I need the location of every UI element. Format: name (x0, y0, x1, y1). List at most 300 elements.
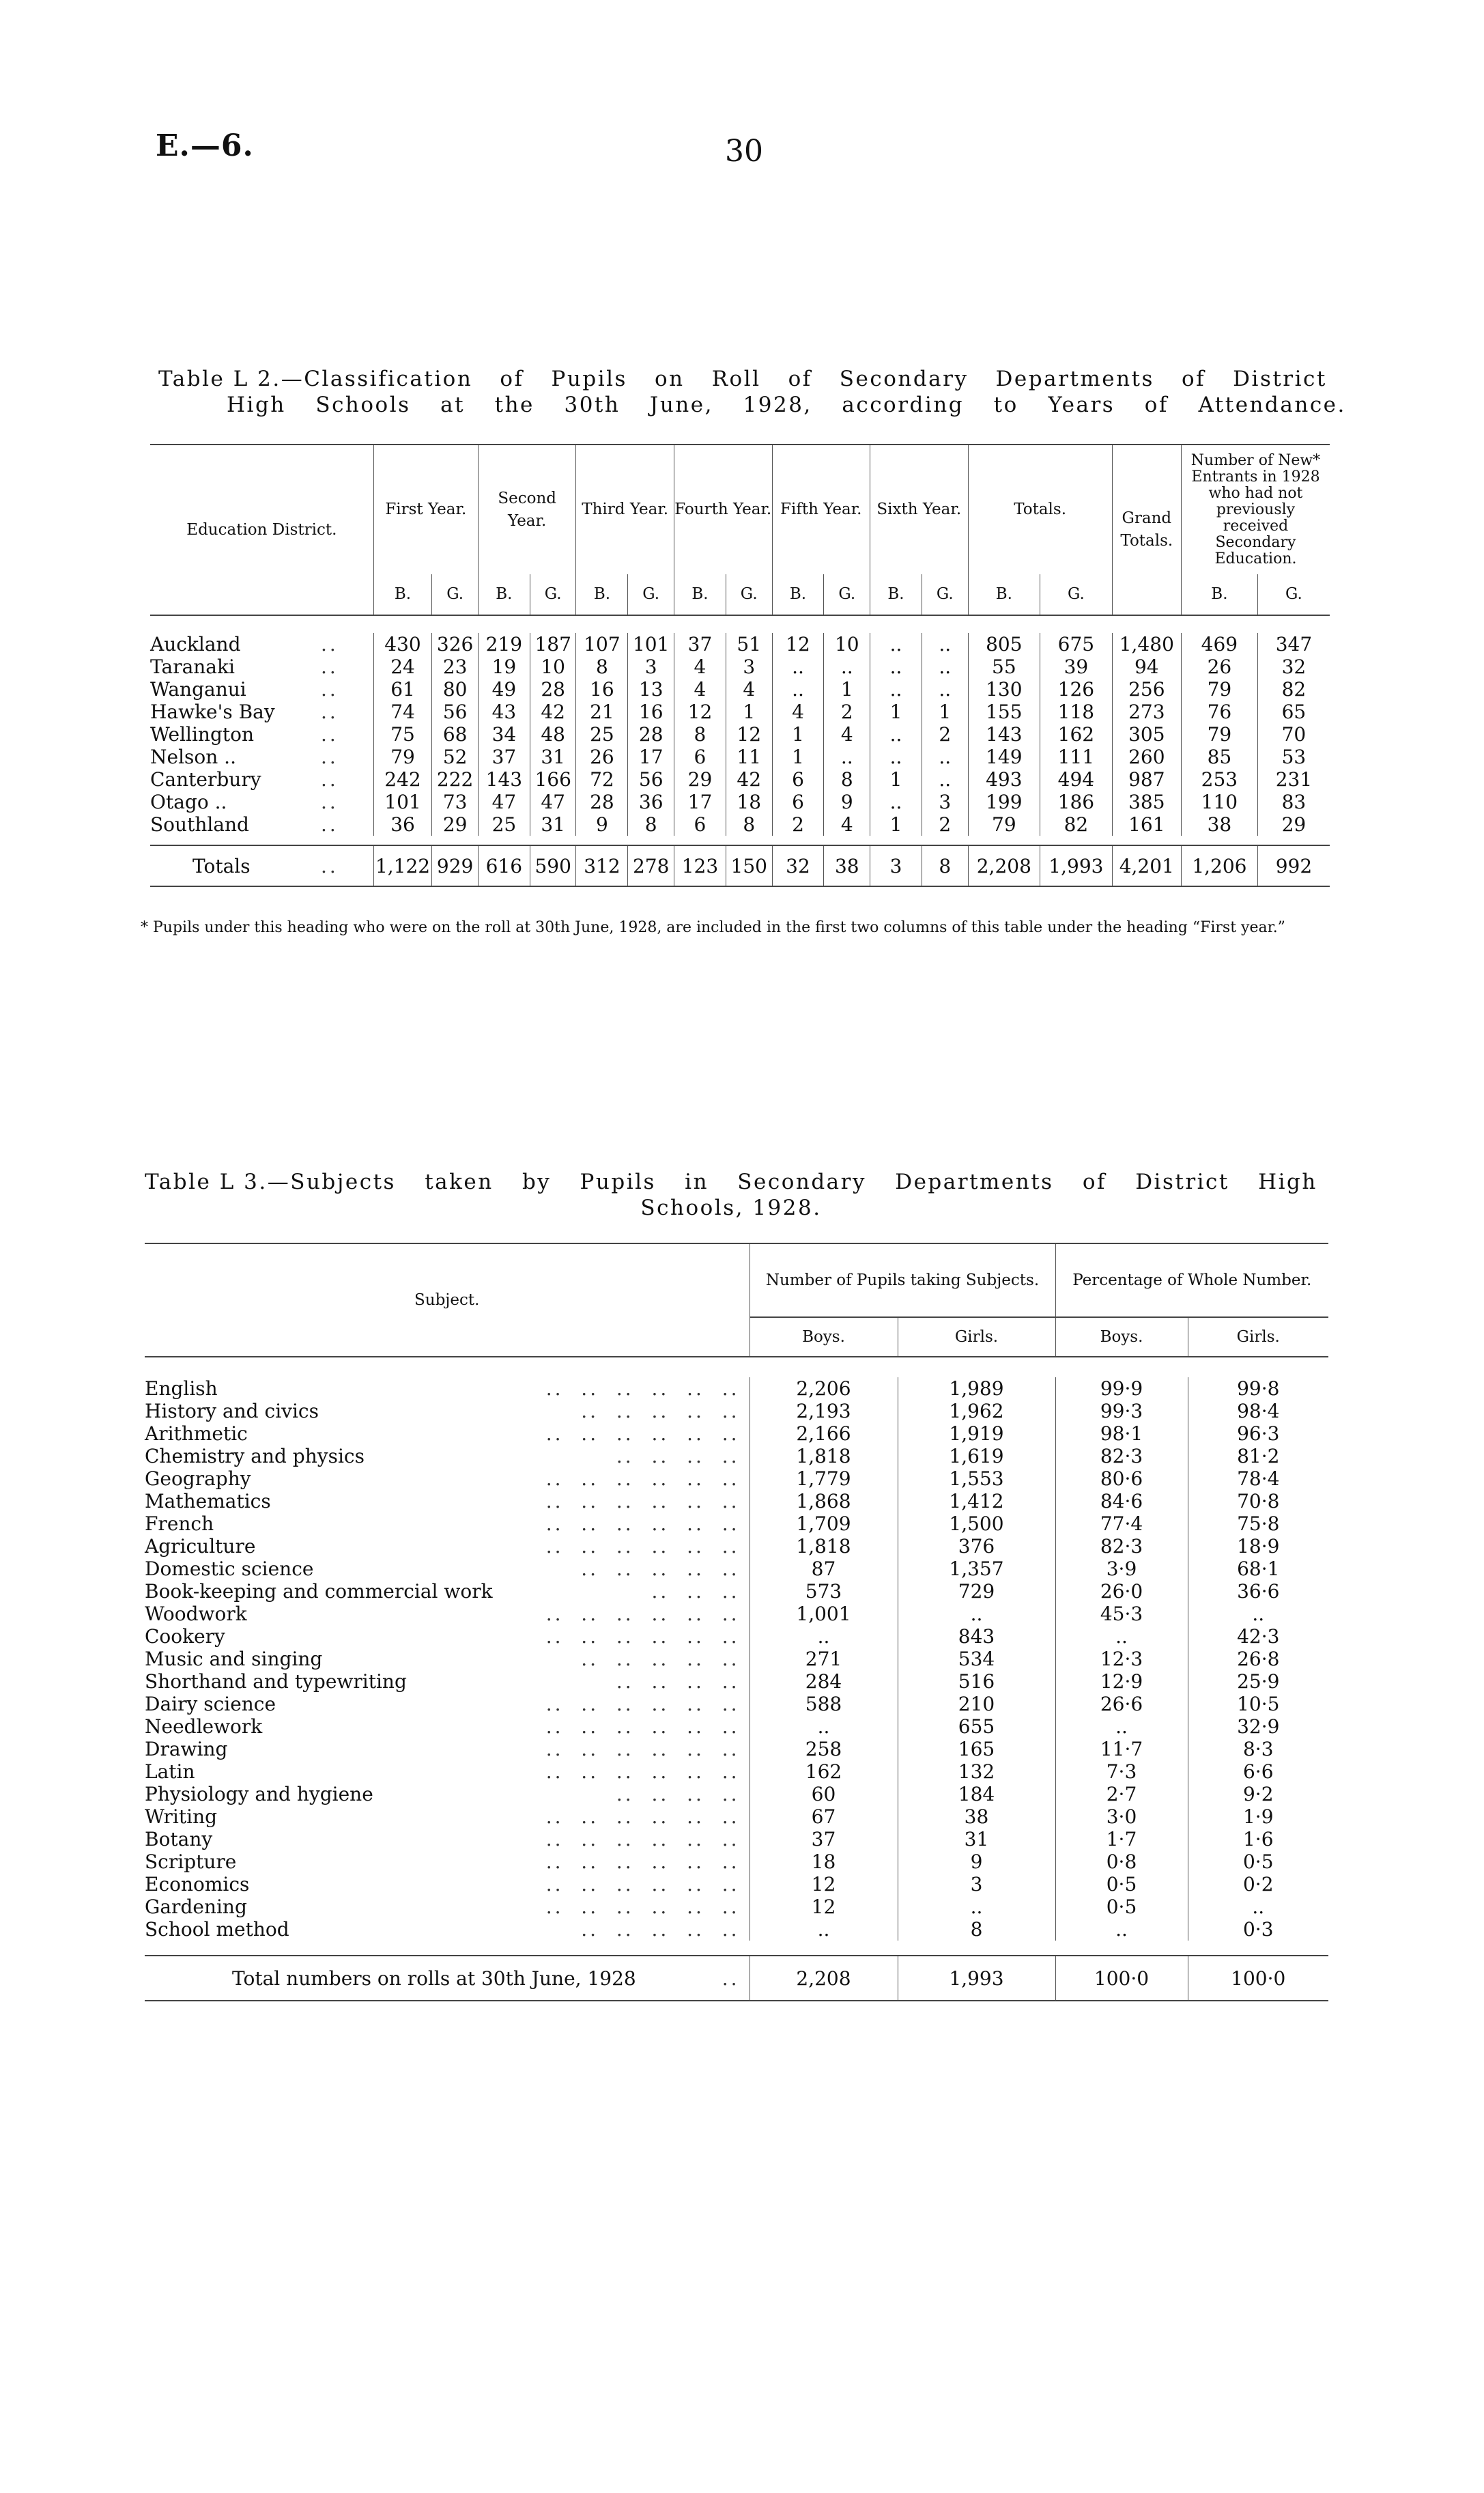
l2-value-cell: 13 (628, 678, 674, 701)
l3-subject-cell (145, 1467, 750, 1490)
l2-value-cell: 4 (824, 813, 870, 836)
l2-value-cell: 3 (922, 791, 969, 813)
l3-value-cell: 165 (898, 1738, 1055, 1760)
l3-subject-cell (145, 1896, 750, 1918)
leader-dots: .. (321, 723, 339, 746)
spacer-row (145, 1941, 1328, 1956)
leader-dots: .. .. .. .. .. (581, 1648, 740, 1670)
l2-value-cell: 805 (968, 633, 1040, 656)
leader-dots: .. .. .. (651, 1580, 740, 1603)
l3-total-value-cell: 2,208 (750, 1956, 898, 2001)
l3-subject-cell (145, 1445, 750, 1467)
leader-dots: .. (321, 678, 339, 701)
l2-value-cell: .. (870, 656, 922, 678)
l2-header-fourth-year: Fourth Year. (674, 445, 772, 574)
l2-district-cell (150, 723, 373, 746)
l2-value-cell: 107 (576, 633, 628, 656)
l3-value-cell: 8 (898, 1918, 1055, 1941)
l2-value-cell: 55 (968, 656, 1040, 678)
l3-table-row (145, 1896, 1328, 1918)
l2-value-cell: 6 (772, 768, 824, 791)
l2-value-cell: 199 (968, 791, 1040, 813)
l3-value-cell: 99·9 (1055, 1377, 1188, 1400)
district-name: Taranaki (150, 656, 235, 678)
l2-value-cell: 17 (674, 791, 726, 813)
l3-subject-cell (145, 1422, 750, 1445)
l2-value-cell: 149 (968, 746, 1040, 768)
l2-value-cell: .. (870, 678, 922, 701)
l2-value-cell: 256 (1112, 678, 1181, 701)
l3-table-row (145, 1693, 1328, 1715)
l2-header-new-entrants: Number of New* Entrants in 1928 who had not previously received Secondary Education. (1181, 445, 1330, 574)
l3-header-subject: Subject. (414, 1291, 480, 1309)
l3-value-cell: 0·5 (1055, 1896, 1188, 1918)
l3-value-cell: 84·6 (1055, 1490, 1188, 1512)
l2-header-first-year: First Year. (373, 445, 478, 574)
l3-value-cell: 26·6 (1055, 1693, 1188, 1715)
l2-value-cell: 155 (968, 701, 1040, 723)
l2-value-cell: 161 (1112, 813, 1181, 836)
l2-table-row (150, 656, 1330, 678)
l3-value-cell: 1,500 (898, 1512, 1055, 1535)
l2-value-cell: 111 (1040, 746, 1113, 768)
l2-value-cell: 166 (530, 768, 576, 791)
l3-table-row (145, 1467, 1328, 1490)
l3-table-row (145, 1670, 1328, 1693)
l2-value-cell: 12 (772, 633, 824, 656)
leader-dots: .. .. .. .. .. .. (545, 1490, 740, 1512)
l2-header-b: B. (870, 574, 922, 615)
leader-dots: .. .. .. .. .. .. (545, 1512, 740, 1535)
l2-value-cell: 19 (478, 656, 530, 678)
l2-value-cell: 1 (870, 701, 922, 723)
l3-value-cell: 9 (898, 1850, 1055, 1873)
district-name: Canterbury (150, 768, 261, 791)
l2-value-cell: 4 (772, 701, 824, 723)
l2-value-cell: 79 (1181, 723, 1257, 746)
l3-value-cell: 0·3 (1188, 1918, 1328, 1941)
l3-value-cell: 210 (898, 1693, 1055, 1715)
l3-subject-cell (145, 1783, 750, 1805)
l3-subject-cell (145, 1670, 750, 1693)
l3-subject-cell (145, 1625, 750, 1648)
l2-value-cell: 1 (726, 701, 772, 723)
title-word: of (1181, 367, 1206, 391)
l2-value-cell: 9 (576, 813, 628, 836)
l2-header-sixth-year: Sixth Year. (870, 445, 969, 574)
l2-value-cell: 83 (1257, 791, 1330, 813)
l3-table-row (145, 1490, 1328, 1512)
table-l3-title-line1 (145, 1169, 1317, 1195)
l3-value-cell: 132 (898, 1760, 1055, 1783)
l3-value-cell: 3·0 (1055, 1805, 1188, 1828)
leader-dots: .. .. .. .. .. .. (545, 1535, 740, 1558)
l3-subject-cell (145, 1873, 750, 1896)
title-word: Table L 2.—Classification (158, 367, 473, 391)
district-name: Otago .. (150, 791, 227, 813)
l2-total-value-cell: 590 (530, 845, 576, 886)
l3-value-cell: 1,989 (898, 1377, 1055, 1400)
l2-value-cell: 31 (530, 746, 576, 768)
subject-name: Drawing (145, 1738, 228, 1760)
l2-value-cell: 6 (674, 813, 726, 836)
l2-total-value-cell: 616 (478, 845, 530, 886)
district-name: Wanganui (150, 678, 246, 701)
l2-value-cell: 53 (1257, 746, 1330, 768)
district-name: Nelson .. (150, 746, 236, 768)
l2-header-g: G. (726, 574, 772, 615)
title-word: of (788, 367, 812, 391)
subject-name: Needlework (145, 1715, 263, 1738)
leader-dots: .. .. .. .. .. .. (545, 1715, 740, 1738)
title-word: Table L 3.—Subjects (145, 1170, 396, 1194)
l3-header-girls: Girls. (898, 1317, 1055, 1357)
l3-value-cell: 37 (750, 1828, 898, 1850)
l3-value-cell: 45·3 (1055, 1603, 1188, 1625)
title-word: in (685, 1170, 709, 1194)
l3-value-cell: 1·6 (1188, 1828, 1328, 1850)
l3-value-cell: 18 (750, 1850, 898, 1873)
l2-total-value-cell: 312 (576, 845, 628, 886)
l2-value-cell: 36 (628, 791, 674, 813)
title-word: Years (1048, 393, 1115, 417)
subject-name: School method (145, 1918, 289, 1941)
leader-dots: .. .. .. .. .. .. (545, 1693, 740, 1715)
spacer-row (145, 1357, 1328, 1377)
l2-total-value-cell: 929 (432, 845, 479, 886)
l2-header-b: B. (772, 574, 824, 615)
table-l3 (145, 1243, 1328, 2001)
l3-header-pct-girls: Girls. (1188, 1317, 1328, 1357)
l2-value-cell: 43 (478, 701, 530, 723)
l3-value-cell: 11·7 (1055, 1738, 1188, 1760)
district-name: Hawke's Bay (150, 701, 275, 723)
l2-value-cell: 143 (968, 723, 1040, 746)
leader-dots: .. (321, 813, 339, 836)
l2-footnote: * Pupils under this heading who were on the roll at 30th June, 1928, are included in the first two columns of this table under the heading “First year.” (141, 919, 1285, 936)
l3-value-cell: 1,709 (750, 1512, 898, 1535)
leader-dots: .. .. .. .. .. .. (545, 1467, 740, 1490)
l2-value-cell: 493 (968, 768, 1040, 791)
leader-dots: .. .. .. .. .. .. (545, 1738, 740, 1760)
leader-dots: .. (321, 633, 339, 656)
l2-value-cell: 42 (726, 768, 772, 791)
title-word: 1928, (743, 393, 812, 417)
title-word: according (842, 393, 965, 417)
leader-dots: .. .. .. .. .. .. (545, 1603, 740, 1625)
l2-total-value-cell: 3 (870, 845, 922, 886)
l2-value-cell: 3 (726, 656, 772, 678)
l3-value-cell: 0·5 (1188, 1850, 1328, 1873)
l3-table-row (145, 1512, 1328, 1535)
leader-dots: .. (321, 701, 339, 723)
l3-value-cell: 184 (898, 1783, 1055, 1805)
l2-value-cell: 2 (922, 813, 969, 836)
l2-value-cell: .. (772, 656, 824, 678)
l2-value-cell: 219 (478, 633, 530, 656)
l3-value-cell: 25·9 (1188, 1670, 1328, 1693)
leader-dots: .. (321, 656, 339, 678)
l3-table-row (145, 1828, 1328, 1850)
totals-label: Totals (192, 854, 251, 877)
leader-dots: .. (321, 791, 339, 813)
l2-header-district: Education District. (150, 445, 373, 615)
title-word: June, (649, 393, 713, 417)
total-label: Total numbers on rolls at 30th June, 1928 (232, 1967, 636, 1990)
l2-header-b: B. (674, 574, 726, 615)
l2-header-fifth-year: Fifth Year. (772, 445, 870, 574)
l3-value-cell: .. (750, 1918, 898, 1941)
subject-name: English (145, 1377, 218, 1400)
subject-name: Music and singing (145, 1648, 323, 1670)
leader-dots: .. (321, 768, 339, 791)
title-word: Attendance. (1198, 393, 1346, 417)
l2-value-cell: 49 (478, 678, 530, 701)
leader-dots: .. (321, 746, 339, 768)
l2-value-cell: 42 (530, 701, 576, 723)
subject-name: Writing (145, 1805, 218, 1828)
l2-value-cell: .. (870, 633, 922, 656)
l2-value-cell: 1 (922, 701, 969, 723)
l2-value-cell: 12 (674, 701, 726, 723)
l2-value-cell: 253 (1181, 768, 1257, 791)
l2-value-cell: 675 (1040, 633, 1113, 656)
l2-value-cell: 82 (1257, 678, 1330, 701)
l3-table-row (145, 1535, 1328, 1558)
l2-value-cell: 4 (824, 723, 870, 746)
l3-total-value-cell: 100·0 (1055, 1956, 1188, 2001)
l2-value-cell: .. (922, 656, 969, 678)
l3-subject-cell (145, 1693, 750, 1715)
title-word: Schools (315, 393, 411, 417)
l3-value-cell: 573 (750, 1580, 898, 1603)
l3-header-boys: Boys. (750, 1317, 898, 1357)
l3-value-cell: 271 (750, 1648, 898, 1670)
subject-name: Woodwork (145, 1603, 247, 1625)
l3-header-number: Number of Pupils taking Subjects. (750, 1243, 1055, 1317)
table-l2-title-line2 (158, 392, 1346, 418)
l3-value-cell: 376 (898, 1535, 1055, 1558)
l2-value-cell: 75 (373, 723, 432, 746)
l2-value-cell: 80 (432, 678, 479, 701)
l3-total-label-cell (145, 1956, 750, 2001)
title-word: District (1233, 367, 1327, 391)
table-l3-title (145, 1169, 1317, 1221)
page-number: 30 (725, 134, 763, 169)
l3-value-cell: 60 (750, 1783, 898, 1805)
l2-value-cell: 9 (824, 791, 870, 813)
l2-value-cell: 70 (1257, 723, 1330, 746)
l2-table-row (150, 701, 1330, 723)
title-word: High (227, 393, 286, 417)
l2-value-cell: 1 (772, 723, 824, 746)
l2-value-cell: 79 (968, 813, 1040, 836)
l2-value-cell: 469 (1181, 633, 1257, 656)
l2-header-b: B. (968, 574, 1040, 615)
l3-value-cell: 8·3 (1188, 1738, 1328, 1760)
l2-value-cell: 85 (1181, 746, 1257, 768)
l2-district-cell (150, 746, 373, 768)
subject-name: Mathematics (145, 1490, 271, 1512)
l2-header-b: B. (576, 574, 628, 615)
l2-table-row (150, 768, 1330, 791)
district-name: Southland (150, 813, 249, 836)
l2-value-cell: 79 (373, 746, 432, 768)
leader-dots: .. .. .. .. (616, 1783, 740, 1805)
l3-value-cell: 99·3 (1055, 1400, 1188, 1422)
l3-subject-cell (145, 1603, 750, 1625)
l2-value-cell: 110 (1181, 791, 1257, 813)
l2-value-cell: 305 (1112, 723, 1181, 746)
l3-value-cell: 12 (750, 1873, 898, 1896)
subject-name: Gardening (145, 1896, 247, 1918)
l2-value-cell: 101 (628, 633, 674, 656)
l3-value-cell: .. (1055, 1625, 1188, 1648)
l3-value-cell: .. (898, 1896, 1055, 1918)
l2-value-cell: 65 (1257, 701, 1330, 723)
l2-value-cell: 10 (824, 633, 870, 656)
l3-value-cell: 96·3 (1188, 1422, 1328, 1445)
l3-value-cell: .. (1055, 1918, 1188, 1941)
l3-value-cell: 1,962 (898, 1400, 1055, 1422)
l2-value-cell: 16 (628, 701, 674, 723)
l2-value-cell: 37 (478, 746, 530, 768)
l3-value-cell: 2·7 (1055, 1783, 1188, 1805)
l3-subject-cell (145, 1400, 750, 1422)
l3-table-row (145, 1580, 1328, 1603)
title-word: District (1135, 1170, 1229, 1194)
l3-value-cell: 2,193 (750, 1400, 898, 1422)
l3-table-row (145, 1558, 1328, 1580)
subject-name: Domestic science (145, 1558, 314, 1580)
l2-table-row (150, 633, 1330, 656)
l2-value-cell: 987 (1112, 768, 1181, 791)
leader-dots: .. .. .. .. .. .. (545, 1377, 740, 1400)
l3-value-cell: 6·6 (1188, 1760, 1328, 1783)
l3-table-row (145, 1715, 1328, 1738)
title-word: taken (425, 1170, 494, 1194)
subject-name: Arithmetic (145, 1422, 248, 1445)
l3-table-row (145, 1445, 1328, 1467)
l3-header-pct-boys: Boys. (1055, 1317, 1188, 1357)
title-word: on (655, 367, 685, 391)
l3-value-cell: 82·3 (1055, 1445, 1188, 1467)
table-l2-title-line1 (158, 366, 1327, 392)
l2-value-cell: 52 (432, 746, 479, 768)
subject-name: Agriculture (145, 1535, 256, 1558)
l2-total-value-cell: 1,206 (1181, 845, 1257, 886)
l2-table-row (150, 723, 1330, 746)
l2-table-row (150, 746, 1330, 768)
l2-value-cell: 326 (432, 633, 479, 656)
l3-subject-cell (145, 1918, 750, 1941)
l3-value-cell: .. (750, 1625, 898, 1648)
l3-value-cell: 31 (898, 1828, 1055, 1850)
l2-value-cell: 17 (628, 746, 674, 768)
l3-subject-cell (145, 1850, 750, 1873)
l3-subject-cell (145, 1580, 750, 1603)
l2-value-cell: 186 (1040, 791, 1113, 813)
title-word: of (1082, 1170, 1107, 1194)
l3-value-cell: 82·3 (1055, 1535, 1188, 1558)
subject-name: Scripture (145, 1850, 237, 1873)
l3-value-cell: 1,001 (750, 1603, 898, 1625)
l2-value-cell: 23 (432, 656, 479, 678)
l2-value-cell: 4 (726, 678, 772, 701)
l3-value-cell: .. (1188, 1603, 1328, 1625)
leader-dots: .. .. .. .. .. .. (545, 1850, 740, 1873)
subject-name: Cookery (145, 1625, 225, 1648)
leader-dots: .. .. .. .. .. .. (545, 1422, 740, 1445)
title-word: Pupils (551, 367, 627, 391)
l2-district-cell (150, 791, 373, 813)
l2-value-cell: 143 (478, 768, 530, 791)
l3-value-cell: 3 (898, 1873, 1055, 1896)
l3-value-cell: 0·5 (1055, 1873, 1188, 1896)
leader-dots: .. .. .. .. (616, 1670, 740, 1693)
l3-value-cell: 9·2 (1188, 1783, 1328, 1805)
l3-value-cell: 67 (750, 1805, 898, 1828)
l2-value-cell: 385 (1112, 791, 1181, 813)
table-l2 (150, 444, 1330, 887)
l3-subject-cell (145, 1805, 750, 1828)
l2-value-cell: 76 (1181, 701, 1257, 723)
title-word: 30th (564, 393, 620, 417)
title-word: at (440, 393, 466, 417)
l2-value-cell: 8 (726, 813, 772, 836)
l3-value-cell: 32·9 (1188, 1715, 1328, 1738)
l3-value-cell: 98·1 (1055, 1422, 1188, 1445)
subject-name: Physiology and hygiene (145, 1783, 373, 1805)
leader-dots: .. .. .. .. .. .. (545, 1828, 740, 1850)
l2-total-value-cell: 4,201 (1112, 845, 1181, 886)
l2-value-cell: 21 (576, 701, 628, 723)
l2-total-value-cell: 150 (726, 845, 772, 886)
l2-value-cell: 101 (373, 791, 432, 813)
l2-value-cell: 162 (1040, 723, 1113, 746)
leader-dots: .. .. .. .. (616, 1445, 740, 1467)
l2-value-cell: 61 (373, 678, 432, 701)
l3-value-cell: 0·8 (1055, 1850, 1188, 1873)
l3-value-cell: .. (750, 1715, 898, 1738)
l2-value-cell: 56 (628, 768, 674, 791)
l3-value-cell: 26·0 (1055, 1580, 1188, 1603)
l3-value-cell: 18·9 (1188, 1535, 1328, 1558)
l3-value-cell: 1,919 (898, 1422, 1055, 1445)
l2-value-cell: 18 (726, 791, 772, 813)
l2-value-cell: 39 (1040, 656, 1113, 678)
l2-district-cell (150, 813, 373, 836)
l2-value-cell: 4 (674, 678, 726, 701)
l3-value-cell: 78·4 (1188, 1467, 1328, 1490)
leader-dots: .. .. .. .. .. .. (545, 1805, 740, 1828)
l3-value-cell: .. (1188, 1896, 1328, 1918)
l2-header-new-b: B. (1181, 574, 1257, 615)
l2-header-b: B. (478, 574, 530, 615)
l2-value-cell: 8 (674, 723, 726, 746)
district-name: Wellington (150, 723, 255, 746)
l2-value-cell: 56 (432, 701, 479, 723)
l3-value-cell: 81·2 (1188, 1445, 1328, 1467)
l2-value-cell: 187 (530, 633, 576, 656)
l3-table-row (145, 1625, 1328, 1648)
l2-totals-label-cell (150, 845, 373, 886)
l2-total-value-cell: 2,208 (968, 845, 1040, 886)
l2-value-cell: 1 (772, 746, 824, 768)
l3-subject-cell (145, 1760, 750, 1783)
l2-total-value-cell: 1,993 (1040, 845, 1113, 886)
l3-value-cell: 42·3 (1188, 1625, 1328, 1648)
